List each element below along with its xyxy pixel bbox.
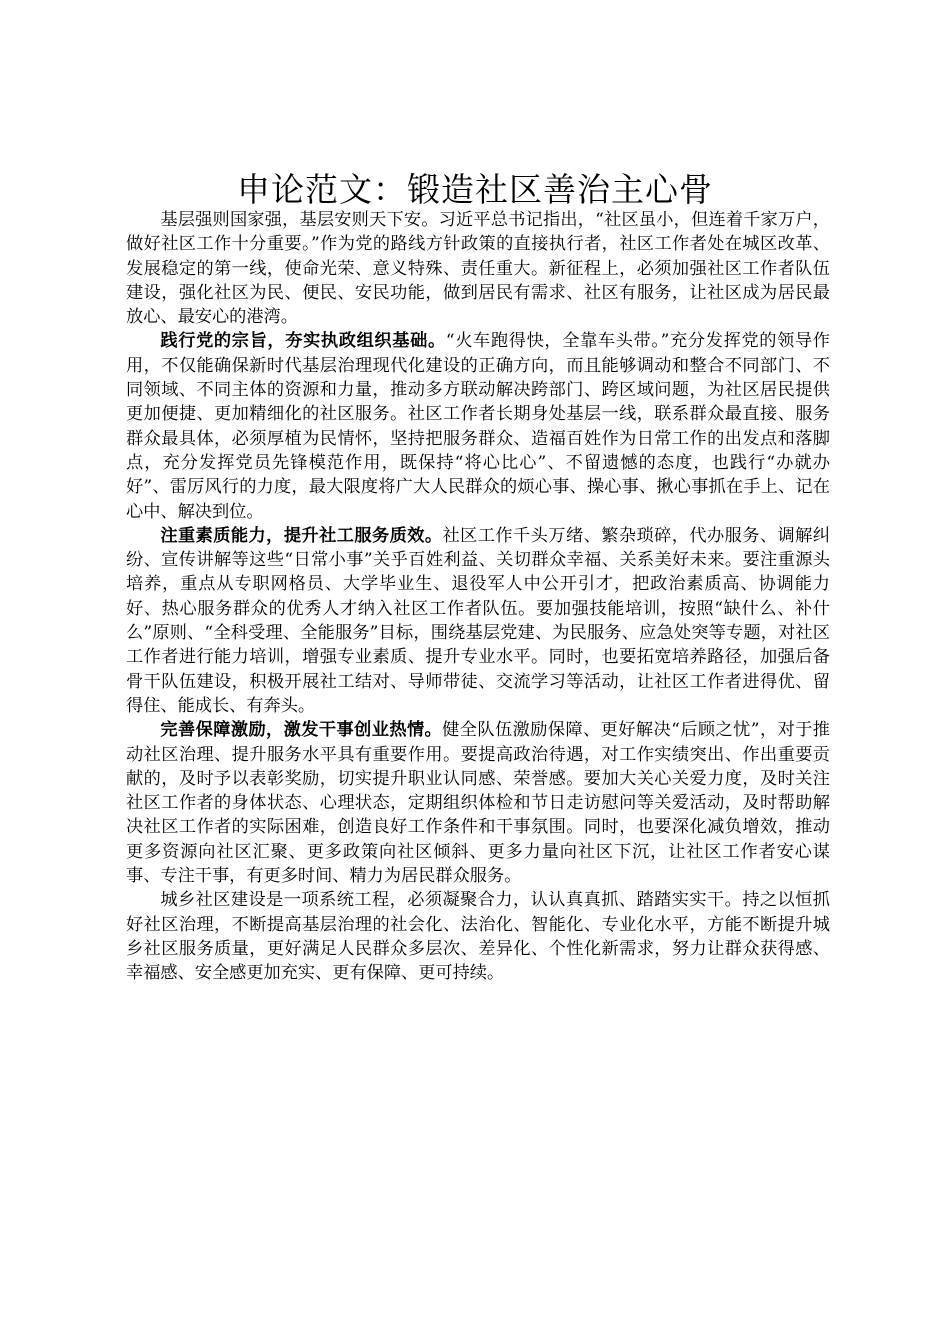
paragraph-text: 社区工作千头万绪、繁杂琐碎，代办服务、调解纠纷、宣传讲解等这些“日常小事”关乎百姓利益、关切群众幸福、关系美好未来。要注重源头培养，重点从专职网格员、大学毕业生、退役军人中公开引才，把政治素质高、协调能力好、热心服务群众的优秀人才纳入社区工作者队伍。要加强技能培训，按照“缺什么、补什么”原则、“全科受理、全能服务”目标，围绕基层党建、为民服务、应急处突等专题，对社区工作者进行能力培训，增强专业素质、提升专业水平。同时，也要拓宽培养路径，加强后备骨干队伍建设，积极开展社工结对、导师带徒、交流学习等活动，让社区工作者进得优、留得住、能成长、有奔头。 [126,525,830,716]
paragraph-lead: 注重素质能力，提升社工服务质效。 [160,525,443,546]
paragraph-conclusion [126,888,830,985]
paragraph-text: “火车跑得快，全靠车头带。”充分发挥党的领导作用，不仅能确保新时代基层治理现代化建设的正确方向，而且能够调动和整合不同部门、不同领域、不同主体的资源和力量，推动多方联动解决跨部门、跨区域问题，为社区居民提供更加便捷、更加精细化的社区服务。社区工作者长期身处基层一线，联系群众最直接、服务群众最具体，必须厚植为民情怀，坚持把服务群众、造福百姓作为日常工作的出发点和落脚点，充分发挥党员先锋模范作用，既保持“将心比心”、不留遗憾的态度，也践行“办就办好”、雷厉风行的力度，最大限度将广大人民群众的烦心事、操心事、揪心事抓在手上、记在心中、解决到位。 [126,331,830,522]
article-body [126,208,830,986]
paragraph-text: 城乡社区建设是一项系统工程，必须凝聚合力，认认真真抓、踏踏实实干。持之以恒抓好社区治理，不断提高基层治理的社会化、法治化、智能化、专业化水平，方能不断提升城乡社区服务质量，更好满足人民群众多层次、差异化、个性化新需求，努力让群众获得感、幸福感、安全感更加充实、更有保障、更可持续。 [126,890,830,984]
paragraph-lead: 践行党的宗旨，夯实执政组织基础。 [160,331,446,352]
page-title: 申论范文：锻造社区善治主心骨 [237,170,713,209]
paragraph-intro [126,208,830,329]
paragraph-text: 健全队伍激励保障、更好解决“后顾之忧”，对于推动社区治理、提升服务水平具有重要作用。要提高政治待遇，对工作实绩突出、作出重要贡献的，及时予以表彰奖励，切实提升职业认同感、荣誉感。要加大关心关爱力度，及时关注社区工作者的身体状态、心理状态，定期组织体检和节日走访慰问等关爱活动，及时帮助解决社区工作者的实际困难，创造良好工作条件和干事氛围。同时，也要深化减负增效，推动更多资源向社区汇聚、更多政策向社区倾斜、更多力量向社区下沉，让社区工作者安心谋事、专注干事，有更多时间、精力为居民群众服务。 [126,720,830,887]
paragraph-lead: 完善保障激励，激发干事创业热情。 [160,720,443,741]
paragraph-quality-ability [126,524,830,718]
paragraph-text: 基层强则国家强，基层安则天下安。习近平总书记指出，“社区虽小，但连着千家万户，做好社区工作十分重要。”作为党的路线方针政策的直接执行者，社区工作者处在城区改革、发展稳定的第一线，使命光荣、意义特殊、责任重大。新征程上，必须加强社区工作者队伍建设，强化社区为民、便民、安民功能，做到居民有需求、社区有服务，让社区成为居民最放心、最安心的港湾。 [126,210,830,328]
paragraph-incentives [126,718,830,888]
paragraph-party-purpose [126,329,830,523]
